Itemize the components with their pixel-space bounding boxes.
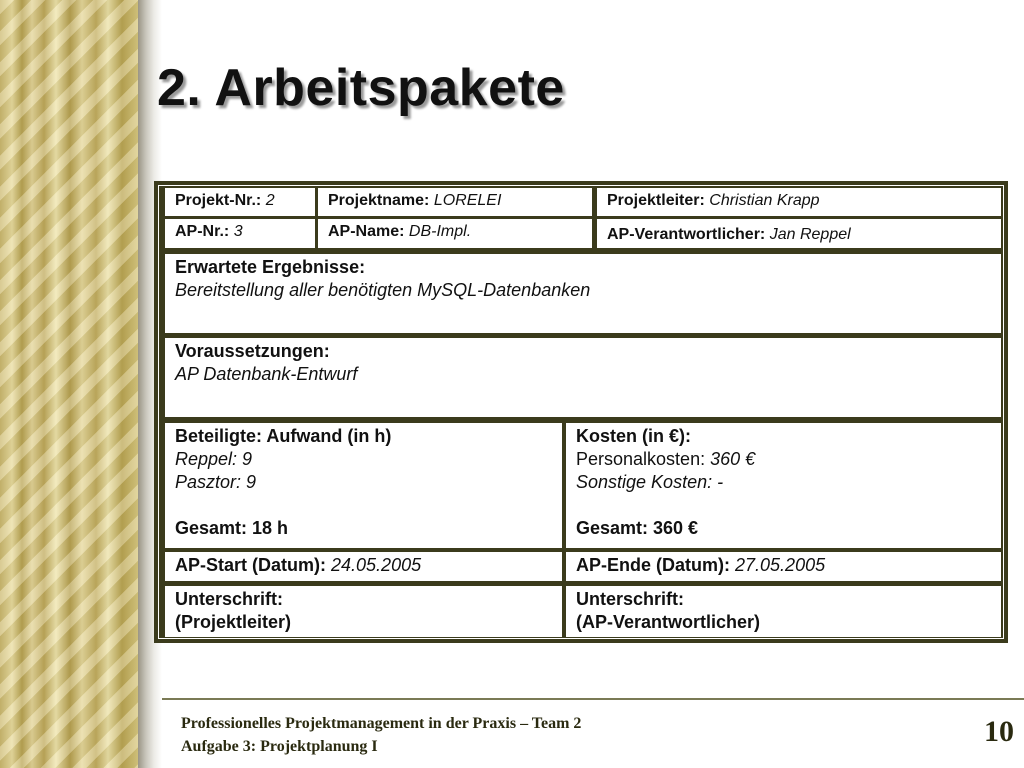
page-number: 10 — [984, 715, 1014, 748]
ap-nr-value: 3 — [233, 223, 243, 240]
voraussetzungen-value: AP Datenbank-Entwurf — [175, 364, 358, 384]
cell-ap-verantwortlicher — [597, 219, 1001, 248]
cell-projektleiter — [597, 188, 1001, 216]
projektname-value: LORELEI — [433, 192, 502, 209]
footer-text — [181, 712, 581, 758]
ap-name-value: DB-Impl. — [408, 223, 472, 240]
cell-kosten — [566, 423, 1001, 548]
beteiligte-entry: Reppel: 9 — [175, 449, 253, 469]
ap-nr-label: AP-Nr.: — [175, 223, 230, 240]
beteiligte-label: Beteiligte: Aufwand (in h) — [175, 426, 392, 446]
beteiligte-total: Gesamt: 18 h — [175, 518, 289, 538]
cell-projekt-nr — [165, 188, 315, 216]
unterschrift-label: Unterschrift: — [576, 589, 685, 609]
cell-beteiligte — [165, 423, 562, 548]
cell-unterschrift-projektleiter — [165, 586, 562, 637]
erwartete-ergebnisse-label: Erwartete Ergebnisse: — [175, 257, 366, 277]
personalkosten-line — [576, 448, 991, 471]
personalkosten-label: Personalkosten: — [576, 449, 706, 469]
spacer — [175, 494, 552, 517]
cell-ap-nr — [165, 219, 315, 248]
projektleiter-value: Christian Krapp — [709, 192, 820, 209]
ap-verantwortlicher-label: AP-Verantwortlicher: — [607, 226, 766, 243]
projekt-nr-label: Projekt-Nr.: — [175, 192, 262, 209]
kosten-total: Gesamt: 360 € — [576, 518, 699, 538]
cell-voraussetzungen — [165, 338, 1001, 417]
unterschrift-label: Unterschrift: — [175, 589, 284, 609]
sonstige-kosten-label: Sonstige Kosten: — [576, 472, 713, 492]
ap-ende-label: AP-Ende (Datum): — [576, 555, 730, 575]
decorative-column — [0, 0, 138, 768]
unterschrift-role: (AP-Verantwortlicher) — [576, 612, 761, 632]
ap-start-value: 24.05.2005 — [331, 555, 422, 575]
cell-ap-name — [318, 219, 592, 248]
ap-ende-value: 27.05.2005 — [735, 555, 826, 575]
ap-name-label: AP-Name: — [328, 223, 405, 240]
form-inner-frame — [158, 185, 1004, 639]
cell-unterschrift-verantwortlicher — [566, 586, 1001, 637]
cell-ap-start — [165, 552, 562, 581]
sonstige-kosten-line — [576, 471, 991, 494]
cell-projektname — [318, 188, 592, 216]
footer-divider — [162, 698, 1024, 700]
work-package-form — [154, 181, 1008, 643]
footer-line-1: Professionelles Projektmanagement in der Praxis – Team 2 — [181, 715, 582, 732]
personalkosten-value: 360 € — [710, 449, 756, 469]
cell-ap-ende — [566, 552, 1001, 581]
unterschrift-role: (Projektleiter) — [175, 612, 292, 632]
ap-verantwortlicher-value: Jan Reppel — [769, 226, 851, 243]
sonstige-kosten-value: - — [717, 472, 724, 492]
voraussetzungen-label: Voraussetzungen: — [175, 341, 330, 361]
footer-line-2: Aufgabe 3: Projektplanung I — [181, 738, 378, 755]
projektleiter-label: Projektleiter: — [607, 192, 705, 209]
projektname-label: Projektname: — [328, 192, 430, 209]
cell-erwartete-ergebnisse — [165, 254, 1001, 333]
slide-title: 2. Arbeitspakete — [157, 59, 565, 117]
erwartete-ergebnisse-value: Bereitstellung aller benötigten MySQL-Datenbanken — [175, 280, 591, 300]
ap-start-label: AP-Start (Datum): — [175, 555, 326, 575]
spacer — [576, 494, 991, 517]
projekt-nr-value: 2 — [265, 192, 275, 209]
kosten-label: Kosten (in €): — [576, 426, 691, 446]
beteiligte-entry: Pasztor: 9 — [175, 472, 257, 492]
